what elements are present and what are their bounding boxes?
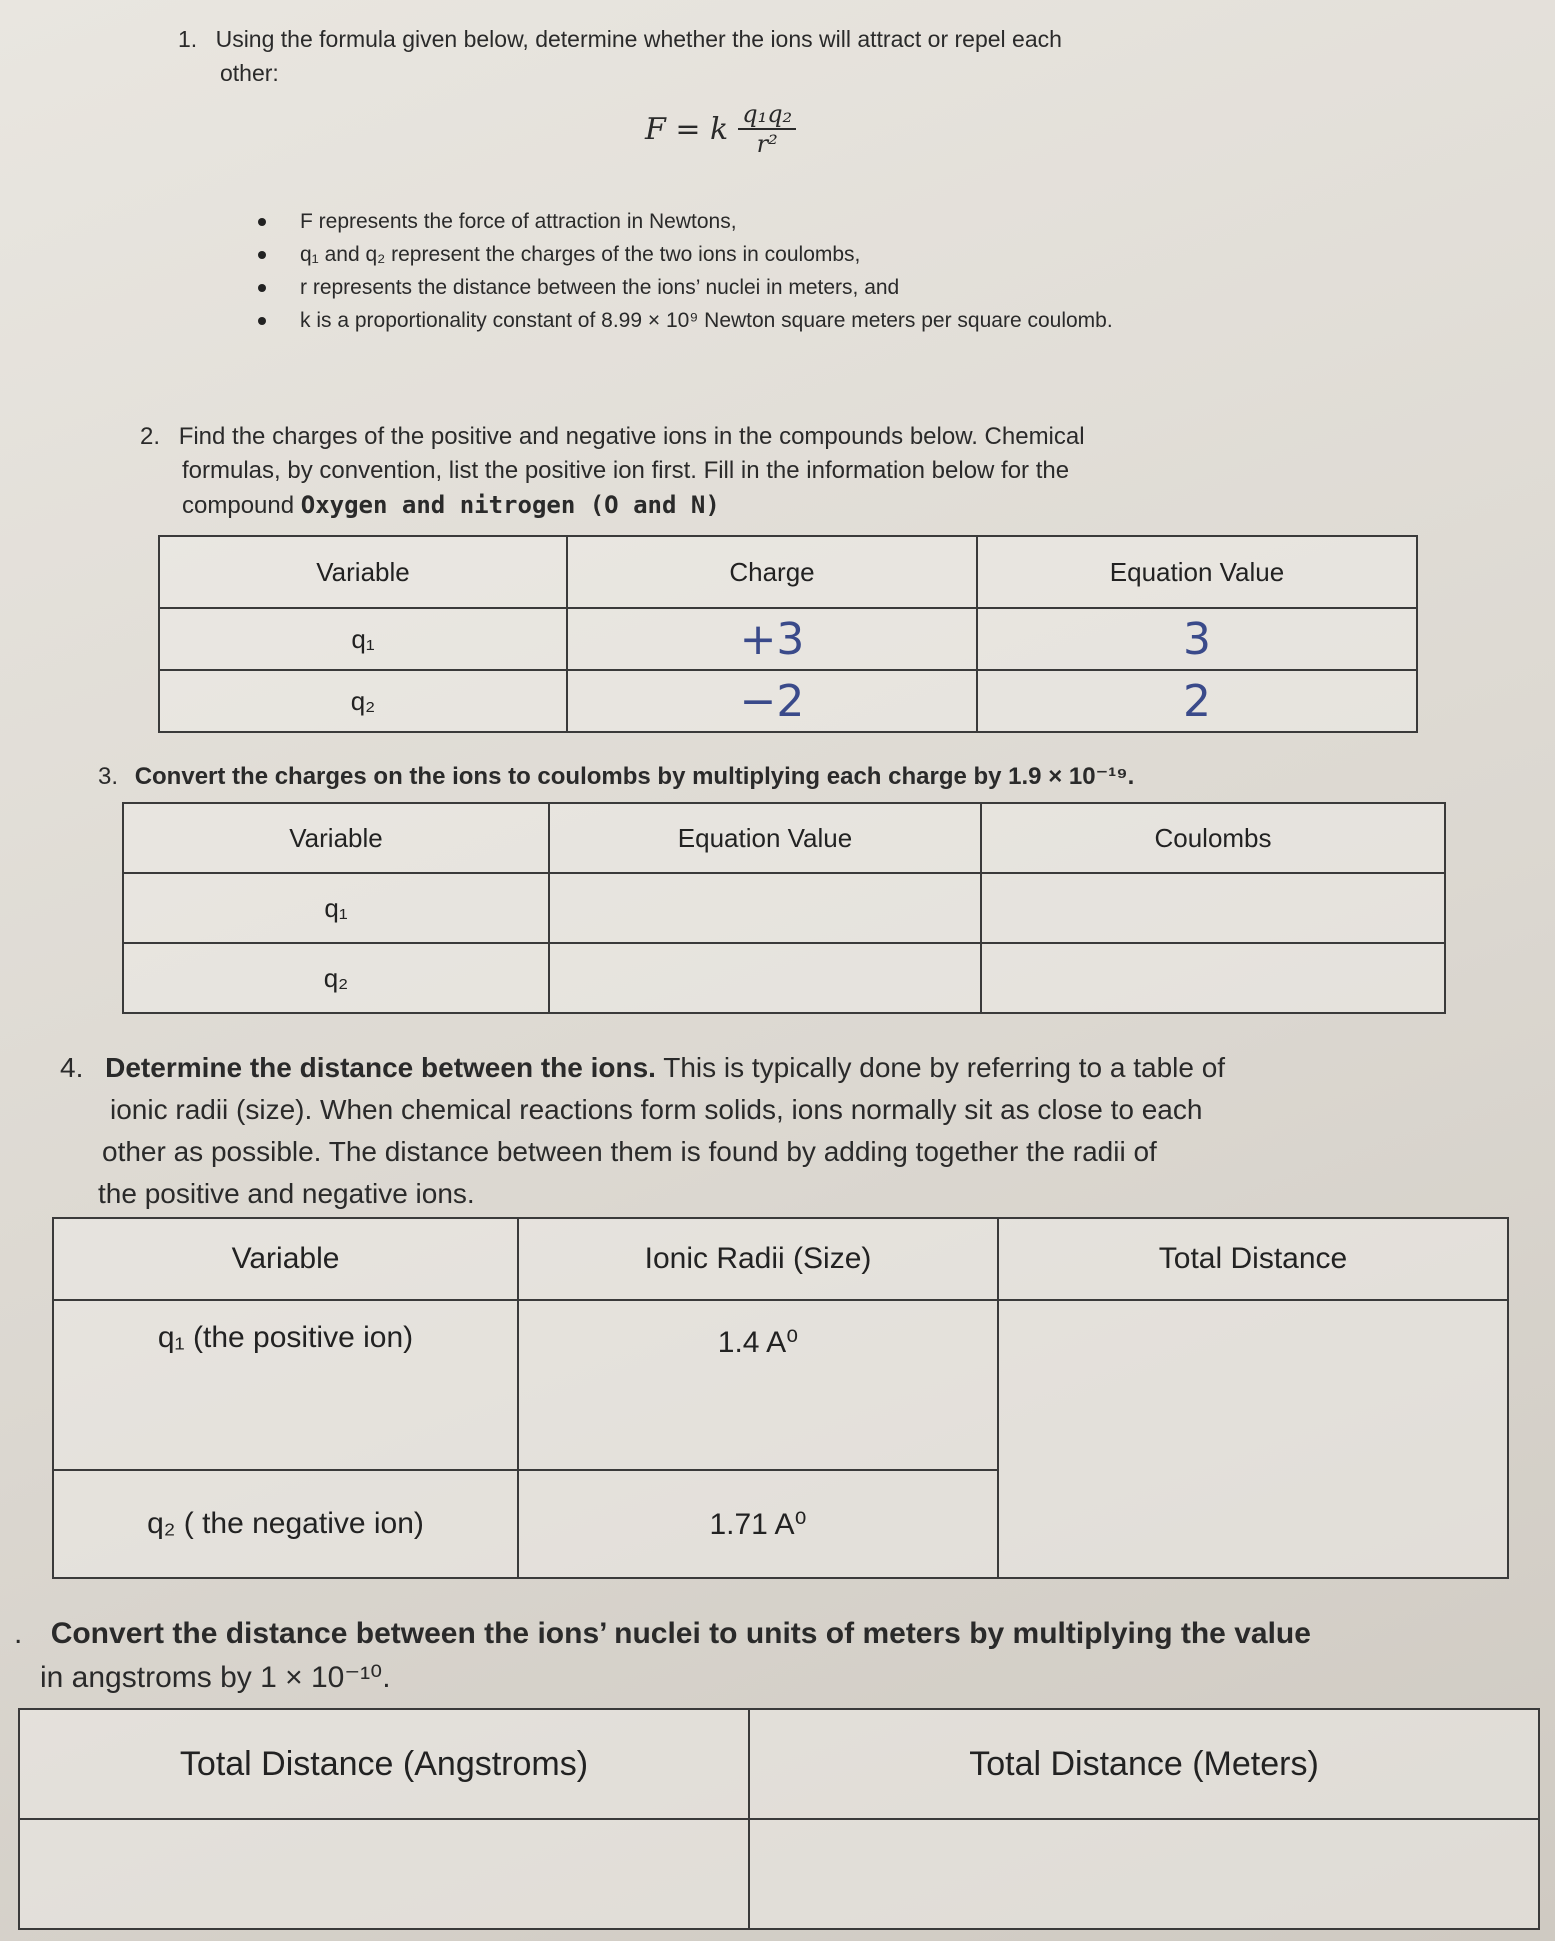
header-total-distance-meters: Total Distance (Meters) bbox=[749, 1709, 1539, 1819]
variable-definitions-list bbox=[250, 205, 1330, 337]
question-5-number: . bbox=[14, 1617, 23, 1650]
header-coulombs: Coulombs bbox=[981, 803, 1445, 873]
force-formula bbox=[645, 100, 796, 158]
cell-total-distance[interactable] bbox=[998, 1300, 1508, 1578]
cell-variable-q2: q₂ bbox=[123, 943, 549, 1013]
header-ionic-radii: Ionic Radii (Size) bbox=[518, 1218, 998, 1300]
header-charge: Charge bbox=[567, 536, 977, 608]
question-5-line1: Convert the distance between the ions’ nuclei to units of meters by multiplying the value bbox=[50, 1617, 1311, 1650]
question-4-line2: ionic radii (size). When chemical reactions form solids, ions normally sit as close to each bbox=[110, 1094, 1203, 1125]
cell-angstroms[interactable] bbox=[19, 1819, 749, 1929]
question-4-line1: This is typically done by referring to a table of bbox=[655, 1052, 1226, 1083]
question-5-line2: in angstroms by 1 × 10⁻¹⁰. bbox=[40, 1661, 391, 1694]
question-2-number: 2. bbox=[140, 423, 161, 450]
meters-table bbox=[18, 1708, 1540, 1930]
cell-variable-q1: q₁ bbox=[159, 608, 567, 670]
question-4-number: 4. bbox=[60, 1052, 84, 1083]
charges-table bbox=[158, 535, 1418, 733]
question-5 bbox=[14, 1612, 1534, 1700]
cell-radius-positive-ion: 1.4 A⁰ bbox=[518, 1300, 998, 1470]
question-2-compound: Oxygen and nitrogen (O and N) bbox=[300, 491, 720, 519]
header-equation-value: Equation Value bbox=[977, 536, 1417, 608]
formula-numerator: q₁q₂ bbox=[738, 100, 796, 130]
question-4-line3: other as possible. The distance between them is found by adding together the radii of bbox=[102, 1136, 1157, 1167]
question-3-text: Convert the charges on the ions to coulombs by multiplying each charge by 1.9 × 10⁻¹⁹. bbox=[134, 763, 1135, 790]
question-2-line2: formulas, by convention, list the positive ion first. Fill in the information below for the bbox=[182, 457, 1070, 484]
header-variable: Variable bbox=[123, 803, 549, 873]
bullet-item: q₁ and q₂ represent the charges of the two ions in coulombs, bbox=[250, 238, 1330, 271]
question-2-line1: Find the charges of the positive and negative ions in the compounds below. Chemical bbox=[178, 423, 1085, 450]
question-4-lead: Determine the distance between the ions. bbox=[105, 1052, 656, 1083]
cell-variable-q1: q₁ bbox=[123, 873, 549, 943]
question-3-number: 3. bbox=[98, 763, 119, 790]
cell-variable-q2: q₂ bbox=[159, 670, 567, 732]
cell-value-q2[interactable]: 2 bbox=[977, 670, 1417, 732]
cell-coulombs-q1[interactable] bbox=[981, 873, 1445, 943]
question-4 bbox=[60, 1047, 1490, 1215]
header-equation-value: Equation Value bbox=[549, 803, 981, 873]
cell-coulombs-q2[interactable] bbox=[981, 943, 1445, 1013]
question-2-compound-prefix: compound bbox=[182, 492, 295, 519]
question-1 bbox=[178, 22, 1328, 90]
question-3 bbox=[98, 760, 1398, 794]
header-total-distance: Total Distance bbox=[998, 1218, 1508, 1300]
ionic-radii-table bbox=[52, 1217, 1509, 1579]
cell-value-q1[interactable]: 3 bbox=[977, 608, 1417, 670]
cell-variable-positive-ion: q₁ (the positive ion) bbox=[53, 1300, 518, 1470]
question-1-line1: Using the formula given below, determine whether the ions will attract or repel each bbox=[215, 26, 1062, 52]
question-1-line2: other: bbox=[220, 60, 279, 86]
cell-charge-q2[interactable]: −2 bbox=[567, 670, 977, 732]
cell-value-q1[interactable] bbox=[549, 873, 981, 943]
question-2 bbox=[140, 420, 1360, 523]
question-4-line4: the positive and negative ions. bbox=[98, 1178, 475, 1209]
cell-variable-negative-ion: q₂ ( the negative ion) bbox=[53, 1470, 518, 1578]
bullet-item: F represents the force of attraction in Newtons, bbox=[250, 205, 1330, 238]
bullet-item: k is a proportionality constant of 8.99 × 10⁹ Newton square meters per square coulomb. bbox=[250, 304, 1280, 337]
question-1-number: 1. bbox=[178, 26, 198, 52]
cell-meters[interactable] bbox=[749, 1819, 1539, 1929]
cell-charge-q1[interactable]: +3 bbox=[567, 608, 977, 670]
cell-radius-negative-ion: 1.71 A⁰ bbox=[518, 1470, 998, 1578]
formula-lhs: F = k bbox=[645, 111, 729, 147]
coulombs-table bbox=[122, 802, 1446, 1014]
header-total-distance-angstroms: Total Distance (Angstroms) bbox=[19, 1709, 749, 1819]
formula-denominator: r² bbox=[756, 130, 778, 158]
formula-fraction bbox=[738, 100, 796, 158]
header-variable: Variable bbox=[53, 1218, 518, 1300]
cell-value-q2[interactable] bbox=[549, 943, 981, 1013]
bullet-item: r represents the distance between the ions’ nuclei in meters, and bbox=[250, 271, 1330, 304]
header-variable: Variable bbox=[159, 536, 567, 608]
